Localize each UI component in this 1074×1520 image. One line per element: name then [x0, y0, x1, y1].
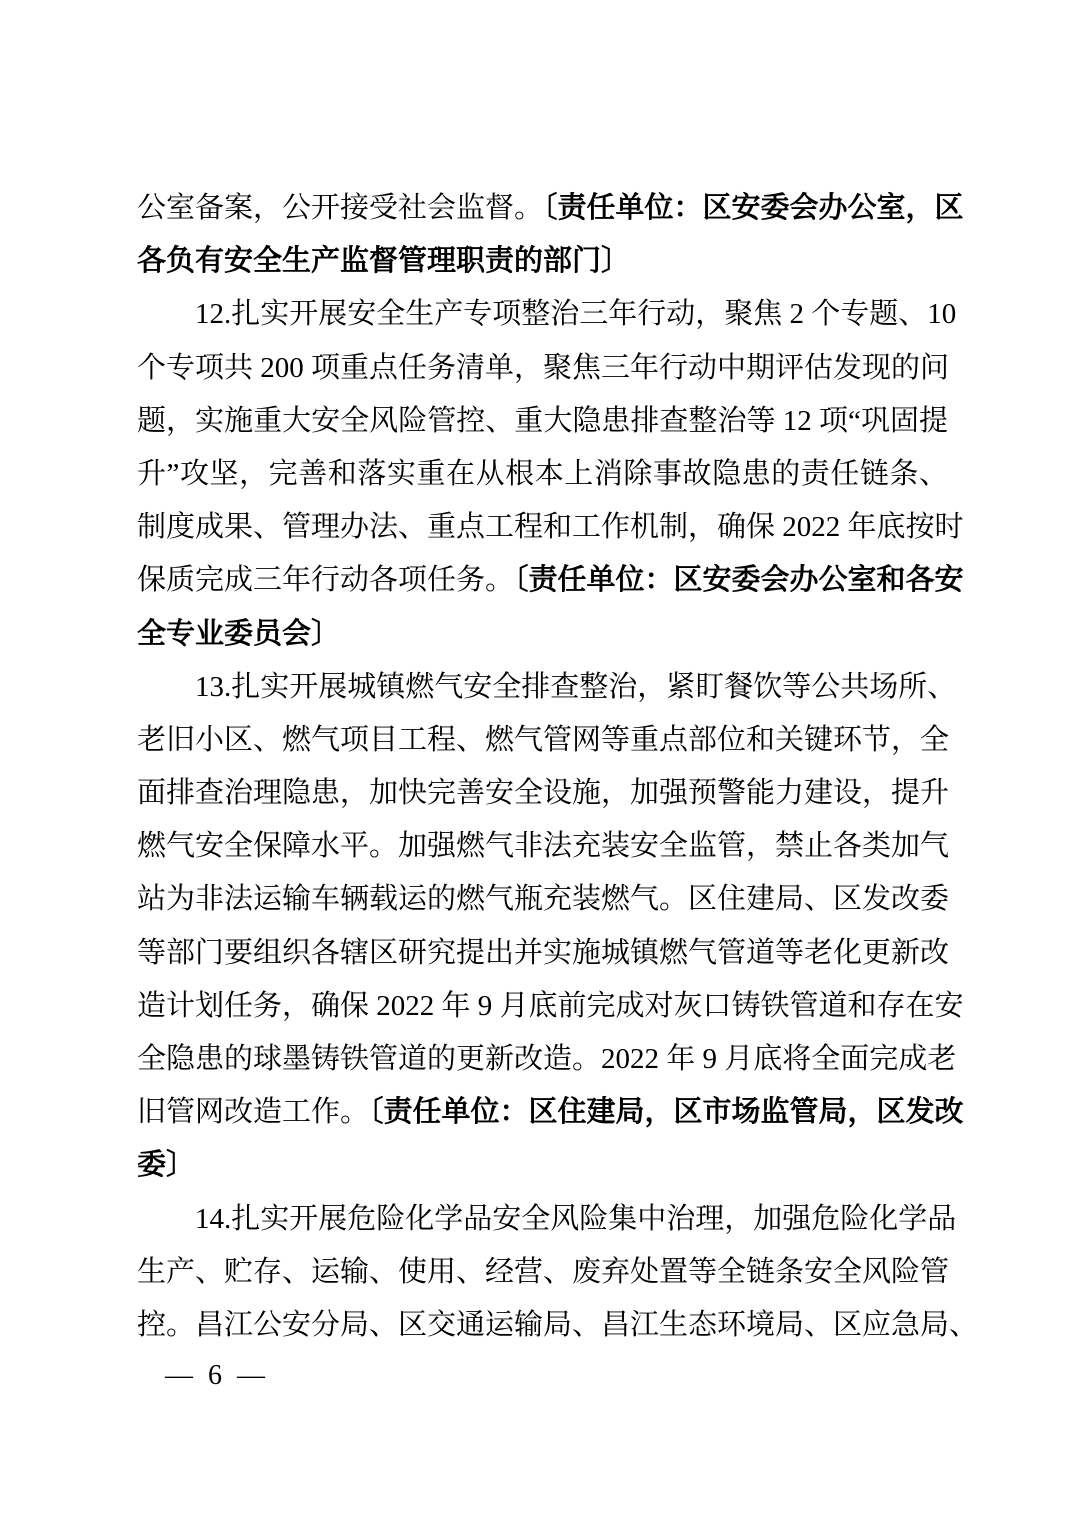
text-line: [137, 927, 948, 980]
body-text: 升”攻坚，完善和落实重在从根本上消除事故隐患的责任链条、: [137, 457, 948, 490]
text-line: [137, 395, 948, 448]
text-line: [137, 501, 964, 554]
body-text: 制度成果、管理办法、重点工程和工作机制，确保 2022 年底按时: [137, 511, 964, 544]
body-text: 老旧小区、燃气项目工程、燃气管网等重点部位和关键环节，全: [137, 723, 950, 756]
body-text: 14.扎实开展危险化学品安全风险集中治理，加强危险化学品: [195, 1202, 957, 1235]
body-text: 题，实施重大安全风险管控、重大隐患排查整治等 12 项“巩固提: [137, 404, 948, 437]
text-line: [137, 608, 948, 661]
body-text: 等部门要组织各辖区研究提出并实施城镇燃气管道等老化更新改: [137, 936, 950, 969]
text-line: [137, 1299, 979, 1352]
responsibility-unit-text: 各负有安全生产监督管理职责的部门〕: [137, 245, 631, 278]
text-line: [137, 1246, 948, 1299]
page-number-footer: — 6 —: [165, 1360, 269, 1391]
text-line: [137, 288, 957, 341]
text-line: [137, 873, 948, 926]
text-line: [137, 820, 948, 873]
text-line: [137, 1193, 957, 1246]
body-text: 燃气安全保障水平。加强燃气非法充装安全监管，禁止各类加气: [137, 830, 950, 863]
responsibility-unit-text: 〔责任单位：区安委会办公室，区: [543, 192, 964, 224]
body-text: 旧管网改造工作。: [137, 1096, 370, 1129]
responsibility-unit-text: 〔责任单位：区住建局，区市场监管局，区发改: [369, 1096, 964, 1129]
responsibility-unit-text: 全专业委员会〕: [137, 617, 341, 650]
text-line: [137, 714, 948, 767]
text-line: [137, 661, 957, 714]
document-lines: [137, 182, 979, 1352]
text-line: [137, 342, 948, 395]
body-text: 个专项共 200 项重点任务清单，聚焦三年行动中期评估发现的问: [137, 351, 950, 384]
body-text: 造计划任务，确保 2022 年 9 月底前完成对灰口铸铁管道和存在安: [137, 989, 964, 1022]
text-line: [137, 554, 964, 607]
text-line: [137, 448, 948, 501]
text-line: [137, 235, 948, 288]
body-text: 面排查治理隐患，加快完善安全设施，加强预警能力建设，提升: [137, 777, 950, 810]
body-text: 全隐患的球墨铸铁管道的更新改造。2022 年 9 月底将全面完成老: [137, 1043, 957, 1075]
body-text: 生产、贮存、运输、使用、经营、废弃处置等全链条安全风险管: [137, 1255, 950, 1288]
text-line: [137, 1086, 964, 1139]
text-line: [137, 1139, 948, 1192]
body-text: 控。昌江公安分局、区交通运输局、昌江生态环境局、区应急局、: [137, 1308, 979, 1341]
body-text: 保质完成三年行动各项任务。: [137, 564, 515, 597]
body-text: 13.扎实开展城镇燃气安全排查整治，紧盯餐饮等公共场所、: [195, 670, 957, 703]
text-line: [137, 182, 964, 235]
body-text: 公室备案，公开接受社会监督。: [137, 192, 544, 224]
text-line: [137, 1033, 957, 1086]
body-text: 站为非法运输车辆载运的燃气瓶充装燃气。区住建局、区发改委: [137, 883, 950, 916]
responsibility-unit-text: 委〕: [137, 1149, 196, 1182]
text-line: [137, 767, 948, 820]
responsibility-unit-text: 〔责任单位：区安委会办公室和各安: [514, 564, 964, 597]
text-line: [137, 980, 964, 1033]
body-text: 12.扎实开展安全生产专项整治三年行动，聚焦 2 个专题、10: [195, 298, 957, 331]
